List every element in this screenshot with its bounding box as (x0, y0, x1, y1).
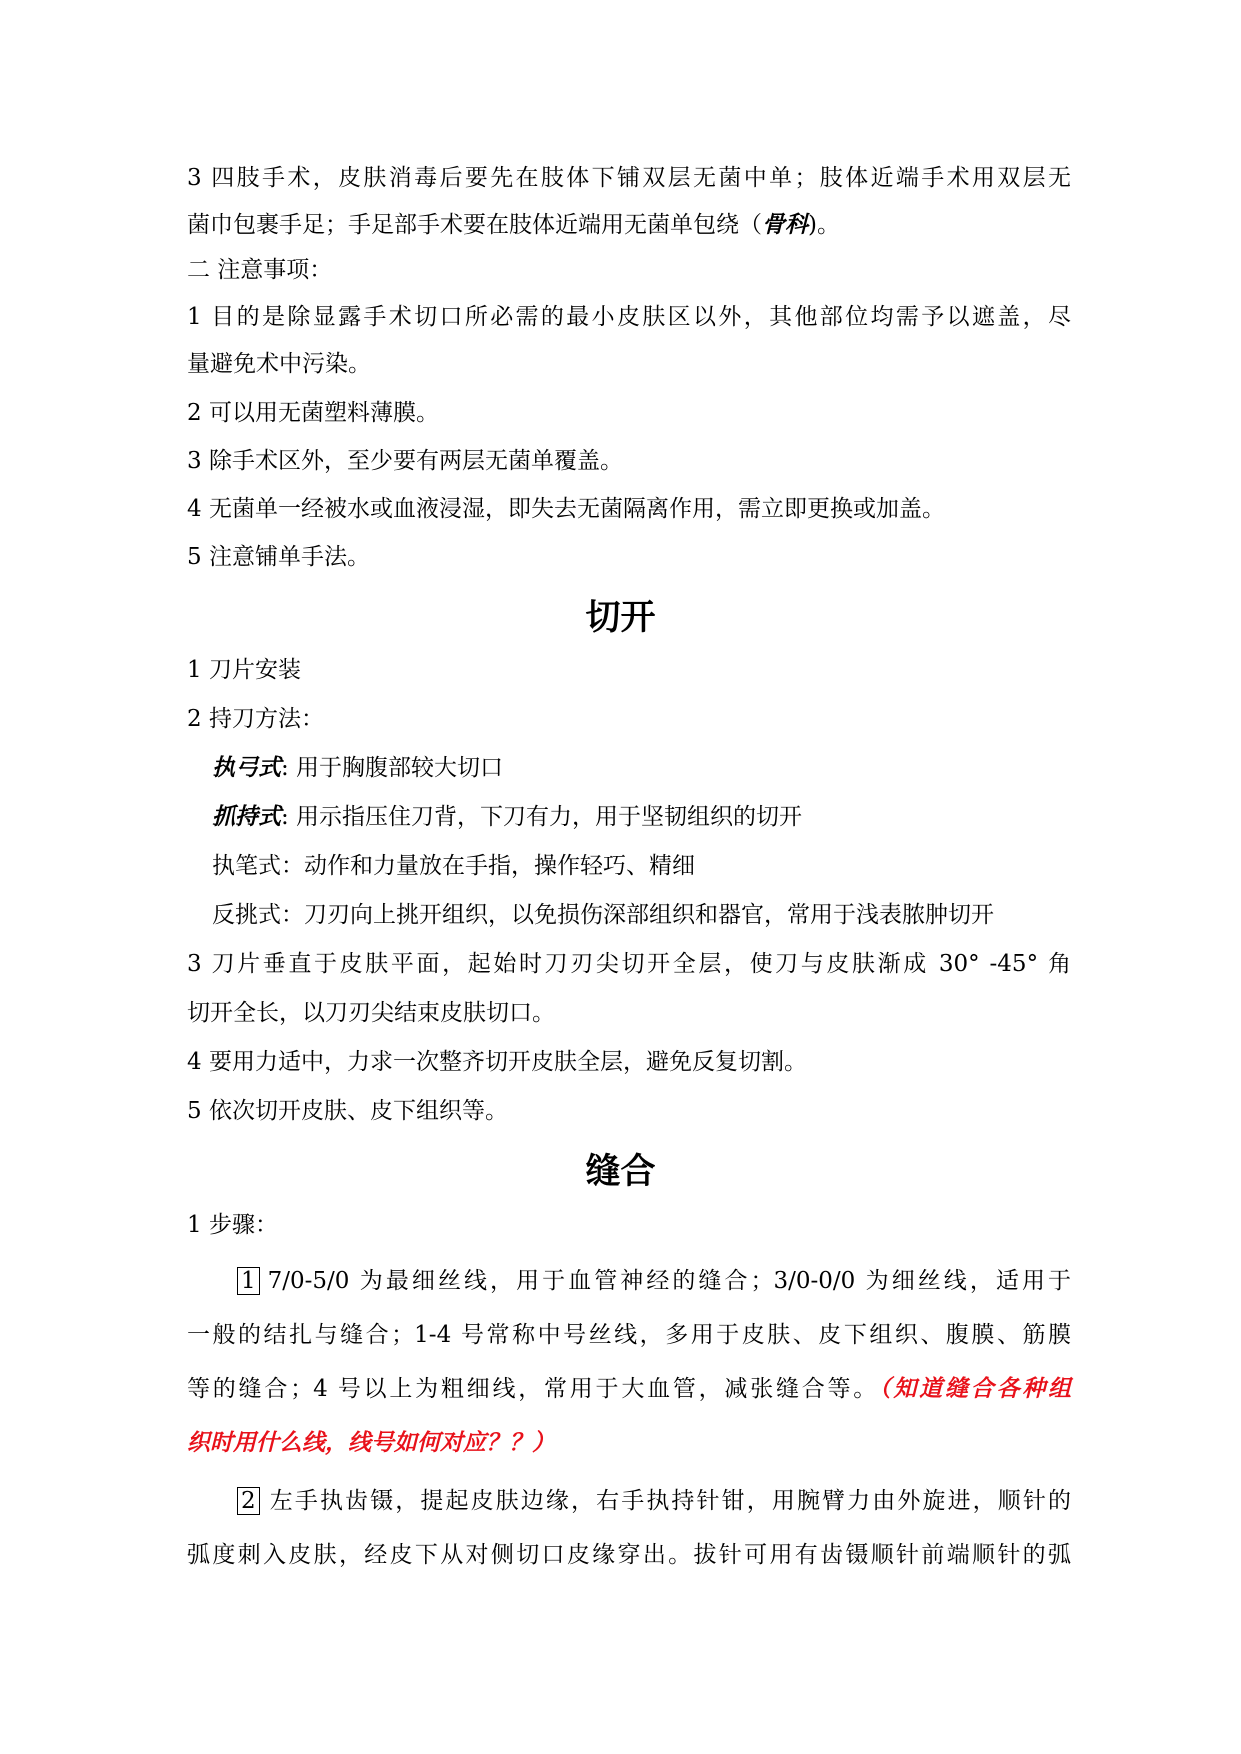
emphasis-text: 骨科 (762, 211, 808, 238)
highlight-note: 织时用什么线，线号如何对应？？） (187, 1429, 555, 1456)
notes-heading: 二 注意事项： (187, 257, 333, 283)
text-line (187, 1428, 1071, 1458)
text-line: 4 无菌单一经被水或血液浸湿，即失去无菌隔离作用，需立即更换或加盖。 (187, 496, 945, 522)
text-line (187, 210, 1071, 240)
text-line: 切开全长，以刀刃尖结束皮肤切口。 (187, 1000, 555, 1026)
text-span: 1 目的是除显露手术切口所必需的最小皮肤区以外，其他部位均需予以遮盖，尽 (187, 304, 1071, 330)
text-line: 1 步骤： (187, 1212, 278, 1238)
text-line (237, 1486, 1071, 1516)
text-span: 弧度刺入皮肤，经皮下从对侧切口皮缘穿出。拔针可用有齿镊顺针前端顺针的弧 (187, 1542, 1071, 1568)
text-line (187, 1374, 1071, 1404)
text-line: 5 依次切开皮肤、皮下组织等。 (187, 1098, 508, 1124)
text-span: 左手执齿镊，提起皮肤边缘，右手执持针钳，用腕臂力由外旋进，顺针的 (267, 1488, 1071, 1514)
text-line: 量避免术中污染。 (187, 351, 371, 377)
text-line: 2 可以用无菌塑料薄膜。 (187, 400, 439, 426)
text-line: 1 刀片安装 (187, 657, 301, 683)
text-span: 一般的结扎与缝合；1-4 号常称中号丝线，多用于皮肤、皮下组织、腹膜、筋膜 (187, 1322, 1071, 1348)
text-line (187, 163, 1071, 193)
text-span: 菌巾包裹手足；手足部手术要在肢体近端用无菌单包绕（ (187, 212, 762, 238)
section-title-incision: 切开 (585, 598, 656, 638)
text-line: 执笔式：动作和力量放在手指，操作轻巧、精细 (212, 853, 695, 879)
text-line (187, 949, 1071, 979)
step-number-box: 1 (237, 1267, 260, 1295)
emphasis-text: 抓持式 (212, 803, 281, 830)
text-line (212, 753, 1071, 783)
text-span: : 用示指压住刀背，下刀有力，用于坚韧组织的切开 (281, 804, 803, 830)
section-title-suture: 缝合 (585, 1152, 656, 1192)
text-span: 3 刀片垂直于皮肤平面，起始时刀刃尖切开全层，使刀与皮肤渐成 30° -45° 角 (187, 951, 1071, 977)
text-line (237, 1266, 1071, 1296)
text-line (187, 1320, 1071, 1350)
step-number-box: 2 (237, 1487, 260, 1515)
text-span: )。 (808, 212, 840, 238)
text-span: 7/0-5/0 为最细丝线，用于血管神经的缝合；3/0-0/0 为细丝线，适用于 (267, 1268, 1071, 1294)
text-span: 等的缝合；4 号以上为粗细线，常用于大血管，减张缝合等。 (187, 1376, 880, 1402)
text-line (187, 302, 1071, 332)
emphasis-text: 执弓式 (212, 754, 281, 781)
text-line: 4 要用力适中，力求一次整齐切开皮肤全层，避免反复切割。 (187, 1049, 807, 1075)
text-line: 2 持刀方法： (187, 706, 324, 732)
text-line (187, 1540, 1071, 1570)
text-line: 5 注意铺单手法。 (187, 544, 370, 570)
text-span: 3 四肢手术，皮肤消毒后要先在肢体下铺双层无菌中单；肢体近端手术用双层无 (187, 165, 1071, 191)
text-span: : 用于胸腹部较大切口 (281, 755, 504, 781)
text-line (212, 802, 1071, 832)
text-line: 3 除手术区外，至少要有两层无菌单覆盖。 (187, 448, 623, 474)
text-line: 反挑式：刀刃向上挑开组织，以免损伤深部组织和器官，常用于浅表脓肿切开 (212, 902, 994, 928)
highlight-note: （知道缝合各种组 (879, 1375, 1071, 1402)
